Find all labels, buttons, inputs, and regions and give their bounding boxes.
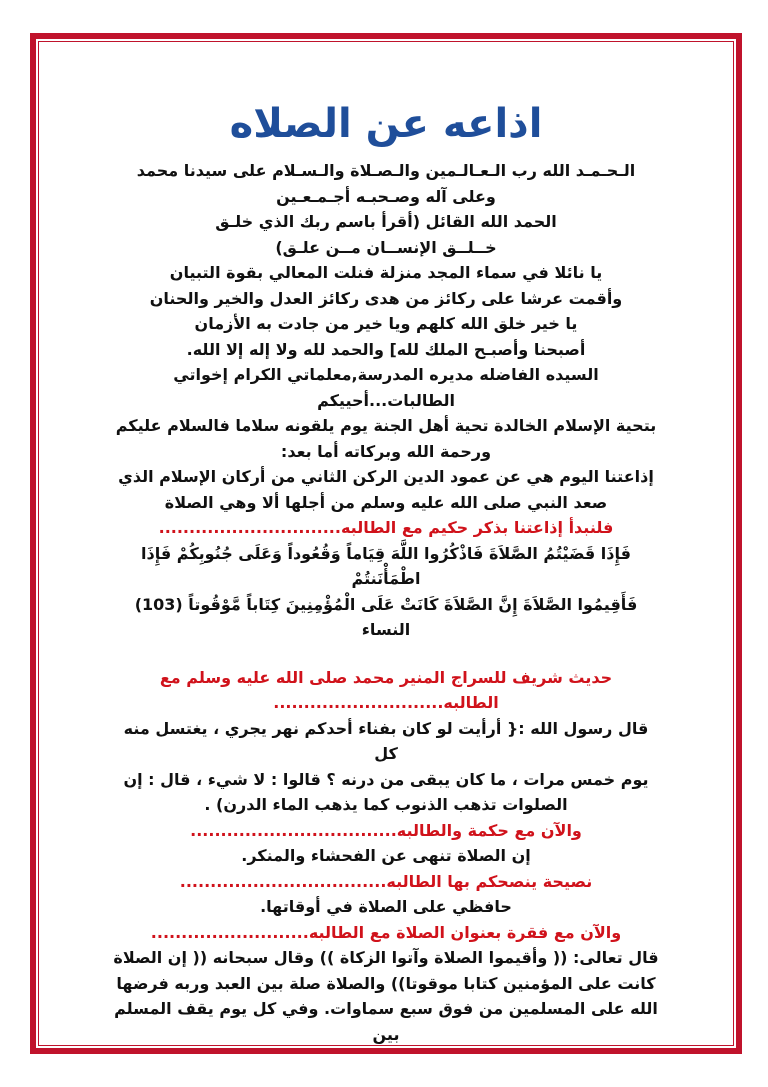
poem-line-4: أصبحنا وأصبـح الملك لله] والحمد لله ولا إله إلا الله.: [186, 339, 586, 359]
greeting-line-1: السيده الفاضله مديره المدرسة,معلماتي الكرام إخواتي الطالبات...أحييكم: [173, 365, 599, 410]
hadith-line-2: يوم خمس مرات ، ما كان يبقى من درنه ؟ قالوا : لا شيء ، قال : إن: [123, 769, 649, 789]
hadith-line-3: الصلوات تذهب الذنوب كما يذهب الماء الدرن) .: [204, 795, 568, 814]
wisdom-text: إن الصلاة تنهى عن الفحشاء والمنكر.: [241, 846, 531, 865]
section-line-3: الله على المسلمين من فوق سبع سماوات. وفي كل يوم يقف المسلم بين: [114, 999, 658, 1044]
page-title: اذاعه عن الصلاه: [229, 101, 543, 147]
poem-line-1: يا نائلا في سماء المجد منزلة فنلت المعالي بقوة التبيان: [169, 263, 603, 282]
greeting-line-2: بتحية الإسلام الخالدة تحية أهل الجنة يوم يلقونه سلاما فالسلام عليكم: [115, 416, 657, 435]
section-line-2: كانت على المؤمنين كتابا موقوتا)) والصلاة صلة بين العبد وربه فرضها: [116, 973, 656, 993]
hadith-heading-cont: الطالبه............................: [273, 693, 499, 712]
hadith-line-1: قال رسول الله :{ أرأيت لو كان بفناء أحدكم نهر يجري ، يغتسل منه كل: [123, 718, 649, 763]
opening-line-4: خــلــق الإنســان مــن علـق): [275, 237, 497, 257]
hadith-heading: حديث شريف للسراج المنير محمد صلى الله عليه وسلم مع: [159, 667, 613, 687]
intro-line-1: إذاعتنا اليوم هي عن عمود الدين الركن الثاني من أركان الإسلام الذي: [118, 467, 654, 486]
section-line-1: قال تعالى: (( وأقيموا الصلاة وآتوا الزكاة )) وقال سبحانه (( إن الصلاة: [113, 948, 659, 967]
opening-line-3: الحمد الله القائل (أقرأ باسم ربك الذي خلـق: [215, 212, 557, 231]
intro-line-2: صعد النبي صلى الله عليه وسلم من أجلها ألا وهي الصلاة: [164, 492, 608, 512]
greeting-line-3: ورحمة الله وبركاته أما بعد:: [280, 441, 492, 461]
quran-heading: فلنبدأ إذاعتنا بذكر حكيم مع الطالبه..............................: [158, 518, 614, 537]
advice-text: حافظي على الصلاة في أوقاتها.: [260, 897, 512, 916]
document-body: [112, 96, 660, 1047]
section-heading: والآن مع فقرة بعنوان الصلاة مع الطالبه..........................: [150, 922, 622, 942]
quran-verse-line-2: فَأَقِيمُوا الصَّلاَةَ إِنَّ الصَّلاَةَ كَانَتْ عَلَى الْمُؤْمِنِينَ كِتَاباً مَّوْقُوتاً (103) النساء: [134, 594, 638, 639]
poem-line-2: وأقمت عرشا على ركائز من هدى ركائز العدل والخير والحنان: [149, 288, 623, 308]
opening-line-2: وعلى آله وصـحبـه أجـمـعـين: [276, 186, 496, 206]
spacer: [112, 643, 660, 665]
quran-verse-line-1: فَإِذَا قَضَيْتُمُ الصَّلاَةَ فَاذْكُرُوا اللَّهَ قِيَاماً وَقُعُوداً وَعَلَى جُنُوبِكُمْ فَإِذَا اطْمَأْنَنتُمْ: [141, 543, 631, 588]
opening-line-1: الـحـمـد الله رب الـعـالـمين والـصـلاة والـسـلام على سيدنا محمد: [136, 161, 636, 180]
poem-line-3: يا خير خلق الله كلهم ويا خير من جادت به الأزمان: [194, 314, 578, 333]
wisdom-heading: والآن مع حكمة والطالبه..................................: [190, 820, 582, 840]
advice-heading: نصيحة ينصحكم بها الطالبه..................................: [179, 871, 593, 891]
